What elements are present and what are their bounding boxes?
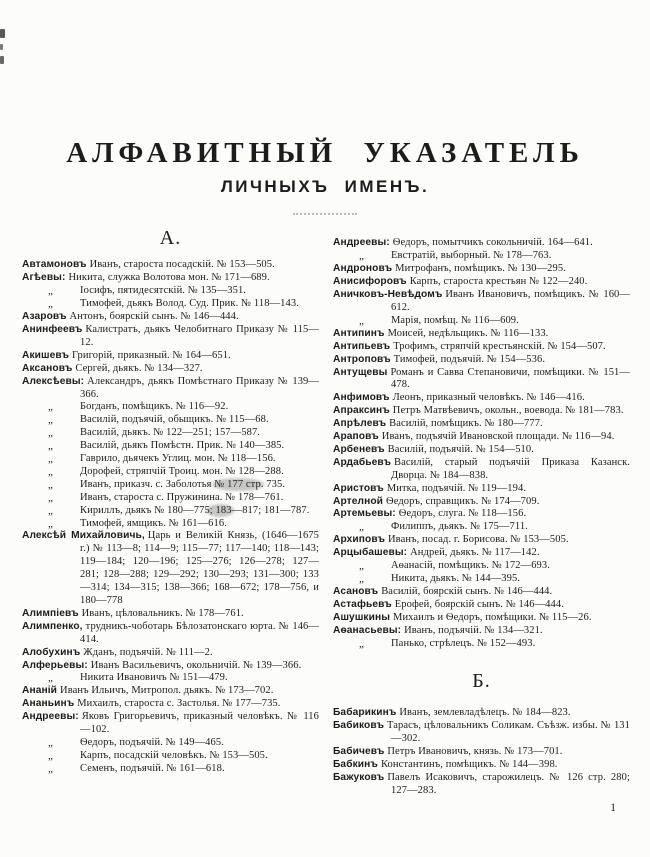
entry-surname: „	[359, 521, 364, 534]
index-entry	[22, 737, 319, 750]
index-entry	[22, 259, 319, 272]
index-entry	[22, 350, 319, 363]
entry-text: Царь и Великій Князь, (1646—1675 г.) № 113—8; 114—9; 115—77; 117—140; 118—143; 119—184; 120—196; 125—276; 126—278; 127—281; 128—288; 129—292; 130—293; 131—300; 133—314; 134—315; 138—366; 168—672; 178—756, и 180—778	[80, 530, 319, 606]
entry-surname: „	[359, 314, 364, 327]
page-number: 1	[610, 802, 616, 814]
section-heading-a: А.	[159, 227, 182, 250]
index-entry	[333, 263, 630, 276]
entry-surname: Андроновъ	[333, 263, 393, 275]
entry-surname: „	[48, 749, 53, 762]
index-entry	[333, 759, 630, 772]
left-entries-list	[22, 259, 319, 775]
index-entry	[22, 466, 319, 479]
entry-text: Ѳедоръ, справщикъ. № 174—709.	[386, 495, 540, 507]
entry-text: Сергей, дьякъ. № 134—327.	[75, 362, 203, 374]
entry-surname: Андреевы:	[333, 237, 390, 249]
entry-surname: Бабичевъ	[333, 746, 385, 758]
entry-text: Иванъ, посад. г. Борисова. № 153—505.	[388, 534, 569, 546]
scan-artifact	[0, 44, 3, 50]
entry-surname: Алексѣй Михайловичь,	[22, 530, 145, 542]
entry-text: Леонъ, приказный человѣкъ. № 146—416.	[392, 392, 585, 404]
entry-surname: Алимпіевъ	[22, 607, 79, 619]
section-heading-b: Б.	[472, 670, 491, 693]
entry-surname: Ананій	[22, 685, 58, 697]
scan-artifact	[0, 56, 4, 64]
right-column	[333, 225, 630, 797]
index-entry	[333, 573, 630, 586]
index-entry	[22, 660, 319, 673]
index-entry	[333, 746, 630, 759]
decorative-flourish	[293, 213, 357, 215]
entry-text: Иванъ, приказч. с. Заболотья № 177 стр. 735.	[80, 478, 286, 490]
index-entry	[333, 508, 630, 521]
entry-text: Александръ, дьякъ Помѣстнаго Приказу № 139—366.	[80, 375, 319, 400]
entry-text: Никита, служка Волотова мон. № 171—689.	[68, 272, 270, 284]
entry-text: Василій, помѣщикъ. № 180—777.	[389, 418, 543, 430]
index-entry	[333, 315, 630, 328]
entry-surname: Аксановъ	[22, 362, 73, 374]
index-entry	[333, 521, 630, 534]
entry-text: Трофимъ, стряпчій крестьянскій. № 154—507.	[393, 340, 606, 352]
index-entry	[22, 672, 319, 685]
entry-text: Петръ Ивановичъ, князь. № 173—701.	[387, 746, 563, 758]
entry-text: Антонъ, боярскій сынъ. № 146—444.	[69, 311, 239, 323]
index-entry	[333, 625, 630, 638]
entry-text: Василій, дьякъ Помѣстн. Прик. № 140—385.	[80, 440, 285, 452]
right-entries-list-b	[333, 707, 630, 797]
index-entry	[333, 341, 630, 354]
entry-text: Митрофанъ, помѣщикъ. № 130—295.	[395, 263, 566, 275]
entry-surname: „	[48, 440, 53, 453]
entry-surname: Артемьевы:	[333, 508, 396, 520]
entry-text: Иванъ, староста посадскій. № 153—505.	[89, 259, 275, 271]
index-entry	[22, 440, 319, 453]
entry-surname: Антипьевъ	[333, 340, 391, 352]
entry-text: Тимофей, дьякъ Волод. Суд. Прик. № 118—143.	[80, 298, 299, 310]
index-entry	[333, 638, 630, 651]
entry-surname: Апраксинъ	[333, 405, 390, 417]
index-entry	[333, 599, 630, 612]
index-entry	[22, 518, 319, 531]
entry-surname: „	[48, 504, 53, 517]
index-entry	[22, 763, 319, 776]
index-entry	[22, 750, 319, 763]
entry-text: Василій, подъячій. № 154—510.	[387, 443, 534, 455]
entry-surname: Анисифоровъ	[333, 276, 407, 288]
entry-text: Иванъ Васильевичъ, окольничій. № 139—366.	[90, 659, 302, 671]
entry-text: Панько, стрѣлецъ. № 152—493.	[391, 637, 536, 649]
index-entry	[22, 685, 319, 698]
index-entry	[333, 612, 630, 625]
entry-surname: Арцыбашевы:	[333, 547, 408, 559]
page-subtitle: ЛИЧНЫХЪ ИМЕНЪ.	[220, 177, 430, 197]
entry-text: Тимофей, ямщикъ. № 161—616.	[80, 517, 227, 529]
entry-surname: Астафьевъ	[333, 598, 392, 610]
index-entry	[333, 444, 630, 457]
index-entry	[333, 276, 630, 289]
entry-text: Гаврило, дьячекъ Углиц. мон. № 118—156.	[80, 453, 276, 465]
index-columns	[0, 225, 650, 797]
entry-text: Яковъ Григорьевичъ, приказный человѣкъ. № 116—102.	[80, 711, 319, 736]
entry-text: Богданъ, помѣщикъ. № 116—92.	[80, 401, 229, 413]
index-entry	[22, 401, 319, 414]
entry-text: Петръ Матвѣевичъ, окольн., воевода. № 181—783.	[392, 405, 624, 417]
entry-surname: Алферьевы:	[22, 659, 88, 671]
entry-surname: „	[48, 478, 53, 491]
entry-surname: „	[359, 250, 364, 263]
entry-surname: „	[48, 453, 53, 466]
page-title: АЛФАВИТНЫЙ УКАЗАТЕЛЬ	[66, 137, 584, 169]
entry-text: Иванъ, подъячій. № 134—321.	[404, 624, 543, 636]
index-entry	[333, 367, 630, 393]
index-entry	[22, 479, 319, 492]
index-entry	[22, 647, 319, 660]
entry-surname: „	[48, 401, 53, 414]
entry-surname: „	[48, 285, 53, 298]
entry-text: Василій, подъячій, обыщикъ. № 115—68.	[80, 414, 269, 426]
index-entry	[22, 298, 319, 311]
entry-text: трудникъ-чоботарь Бѣлозатонскаго юрта. № 146—414.	[80, 620, 319, 645]
entry-surname: „	[48, 762, 53, 775]
entry-surname: Аристовъ	[333, 482, 384, 494]
right-entries-list-a	[333, 237, 630, 650]
index-entry	[22, 427, 319, 440]
entry-surname: Антипинъ	[333, 327, 385, 339]
entry-surname: Азаровъ	[22, 311, 67, 323]
index-entry	[22, 311, 319, 324]
index-entry	[333, 534, 630, 547]
entry-text: Никита, дьякъ. № 144—395.	[391, 573, 521, 584]
index-entry	[333, 250, 630, 263]
index-entry	[333, 431, 630, 444]
index-entry	[22, 285, 319, 298]
index-entry	[22, 530, 319, 607]
entry-text: Иванъ, подъячій Ивановской площади. № 116—94.	[381, 431, 615, 443]
index-entry	[22, 376, 319, 402]
entry-surname: Анинфеевъ	[22, 323, 83, 335]
index-entry	[22, 698, 319, 711]
index-entry	[22, 453, 319, 466]
entry-surname: Ананьинъ	[22, 698, 75, 710]
index-entry	[333, 392, 630, 405]
entry-surname: Апрѣлевъ	[333, 418, 387, 430]
index-entry	[333, 547, 630, 560]
entry-surname: Андреевы:	[22, 711, 79, 723]
ink-smudge	[206, 504, 234, 517]
index-entry	[333, 586, 630, 599]
entry-text: Василій, боярскій сынъ. № 146—444.	[381, 585, 553, 597]
entry-text: Карпъ, староста крестьян № 122—240.	[409, 276, 588, 288]
entry-text: Иванъ, землевладѣлецъ. № 184—823.	[399, 707, 571, 719]
entry-surname: Агѣевы:	[22, 272, 66, 284]
scan-artifact	[0, 29, 5, 38]
entry-text: Ѳедоръ, подъячій. № 149—465.	[80, 736, 224, 748]
entry-surname: Арбеневъ	[333, 443, 385, 455]
entry-text: Романъ и Савва Степановичи, помѣщики. № 151—478.	[390, 366, 630, 391]
entry-text: Филиппъ, дьякъ. № 175—711.	[391, 521, 528, 533]
entry-text: Тимофей, подъячій. № 154—536.	[393, 353, 546, 365]
entry-surname: Бабарикинъ	[333, 707, 397, 719]
left-column	[22, 225, 319, 797]
index-entry	[22, 711, 319, 737]
entry-surname: Артелной	[333, 495, 384, 507]
entry-text: Евстратій, выборный. № 178—763.	[391, 250, 552, 262]
entry-text: Марія, помѣщ. № 116—609.	[391, 314, 519, 326]
index-entry	[333, 560, 630, 573]
entry-text: Василій, старый подъячій Приказа Казанск. Дворца. № 184—838.	[391, 456, 630, 481]
entry-surname: „	[48, 298, 53, 311]
entry-text: Иванъ, староста с. Пружинина. № 178—761.	[80, 491, 284, 503]
entry-surname: „	[48, 414, 53, 427]
entry-text: Михаилъ, староста с. Застолья. № 177—735.	[77, 698, 281, 710]
entry-text: Моисей, недѣльщикъ. № 116—133.	[387, 327, 549, 339]
entry-text: Василій, дьякъ. № 122—251; 157—587.	[80, 427, 261, 439]
index-entry	[333, 405, 630, 418]
entry-text: Андрей, дьякъ. № 117—142.	[410, 547, 540, 559]
index-entry	[22, 505, 319, 518]
entry-surname: „	[48, 465, 53, 478]
entry-text: Митка, подъячій. № 119—194.	[386, 482, 527, 494]
entry-text: Ерофей, боярскій сынъ. № 146—444.	[394, 598, 564, 610]
index-entry	[333, 496, 630, 509]
entry-text: Жданъ, подъячій. № 111—2.	[83, 646, 213, 658]
entry-text: Тарасъ, цѣловальникъ Соликам. Съѣзж. избы. № 131—302.	[386, 720, 630, 745]
ink-smudge	[212, 478, 264, 491]
index-entry	[333, 354, 630, 367]
entry-text: Калистратъ, дьякъ Челобитнаго Приказу № 115—12.	[80, 323, 319, 348]
entry-surname: „	[359, 560, 364, 573]
entry-surname: Архиповъ	[333, 534, 385, 546]
entry-surname: Анфимовъ	[333, 392, 390, 404]
entry-text: Аѳанасій, помѣщикъ. № 172—693.	[391, 560, 550, 572]
index-entry	[22, 414, 319, 427]
entry-surname: Алобухинъ	[22, 646, 81, 658]
entry-surname: Антроповъ	[333, 353, 391, 365]
entry-text: Григорій, приказный. № 164—651.	[72, 349, 231, 361]
entry-text: Иванъ Ильичъ, Митропол. дьякъ. № 173—702.	[60, 685, 274, 697]
entry-text: Кириллъ, дьякъ № 180—775; 183—817; 181—787.	[80, 504, 310, 516]
entry-text: Дорофей, стряпчій Троиц. мон. № 128—288.	[80, 465, 284, 477]
entry-text: Иванъ Ивановичъ, помѣщикъ. № 160—612.	[391, 289, 630, 313]
index-entry	[333, 418, 630, 431]
entry-text: Иванъ, цѣловальникъ. № 178—761.	[81, 607, 244, 619]
entry-surname: Аѳанасьевы:	[333, 624, 402, 636]
entry-surname: „	[48, 427, 53, 440]
entry-surname: „	[359, 573, 364, 585]
entry-surname: „	[48, 517, 53, 530]
entry-text: Ѳедоръ, помытчикъ сокольничій. 164—641.	[392, 237, 593, 249]
entry-text: Карпъ, посадскій человѣкъ. № 153—505.	[80, 749, 268, 761]
index-entry	[333, 483, 630, 496]
entry-surname: „	[48, 736, 53, 749]
entry-surname: Ардабьевъ	[333, 456, 392, 468]
index-entry	[333, 457, 630, 483]
entry-surname: „	[48, 491, 53, 504]
entry-surname: Алимпенко,	[22, 620, 83, 632]
index-entry	[22, 324, 319, 350]
index-entry	[333, 772, 630, 798]
entry-surname: Асановъ	[333, 585, 379, 597]
entry-surname: Автамоновъ	[22, 259, 87, 271]
entry-text: Михаилъ и Ѳедоръ, помѣщики. № 115—26.	[393, 611, 592, 623]
entry-surname: „	[359, 637, 364, 650]
entry-surname: Акишевъ	[22, 349, 70, 361]
index-entry	[333, 237, 630, 250]
index-entry	[22, 272, 319, 285]
entry-surname: Антущевы	[333, 366, 388, 378]
entry-surname: Аничковъ-Невѣдомъ	[333, 289, 443, 301]
entry-text: Никита Ивановичъ № 151—479.	[80, 672, 228, 684]
index-entry	[22, 608, 319, 621]
index-entry	[333, 707, 630, 720]
entry-surname: Бабиковъ	[333, 720, 384, 732]
index-entry	[22, 363, 319, 376]
entry-text: Ѳедоръ, слуга. № 118—156.	[398, 508, 527, 520]
entry-surname: Алексѣевы:	[22, 375, 85, 387]
index-entry	[333, 720, 630, 746]
index-entry	[22, 621, 319, 647]
index-entry	[22, 492, 319, 505]
index-entry	[333, 328, 630, 341]
entry-surname: Бажуковъ	[333, 771, 385, 783]
entry-text: Константинъ, помѣщикъ. № 144—398.	[380, 759, 558, 771]
entry-text: Павелъ Исаковичъ, старожилецъ. № 126 стр. 280; 127—283.	[387, 771, 630, 796]
entry-text: Іосифъ, пятидесятскій. № 135—351.	[80, 285, 247, 297]
entry-surname: Бабкинъ	[333, 759, 378, 771]
entry-surname: Араповъ	[333, 431, 379, 443]
index-entry	[333, 289, 630, 315]
entry-text: Семенъ, подъячій. № 161—618.	[80, 762, 225, 774]
entry-surname: Ашушкины	[333, 611, 391, 623]
entry-surname: „	[48, 672, 53, 685]
